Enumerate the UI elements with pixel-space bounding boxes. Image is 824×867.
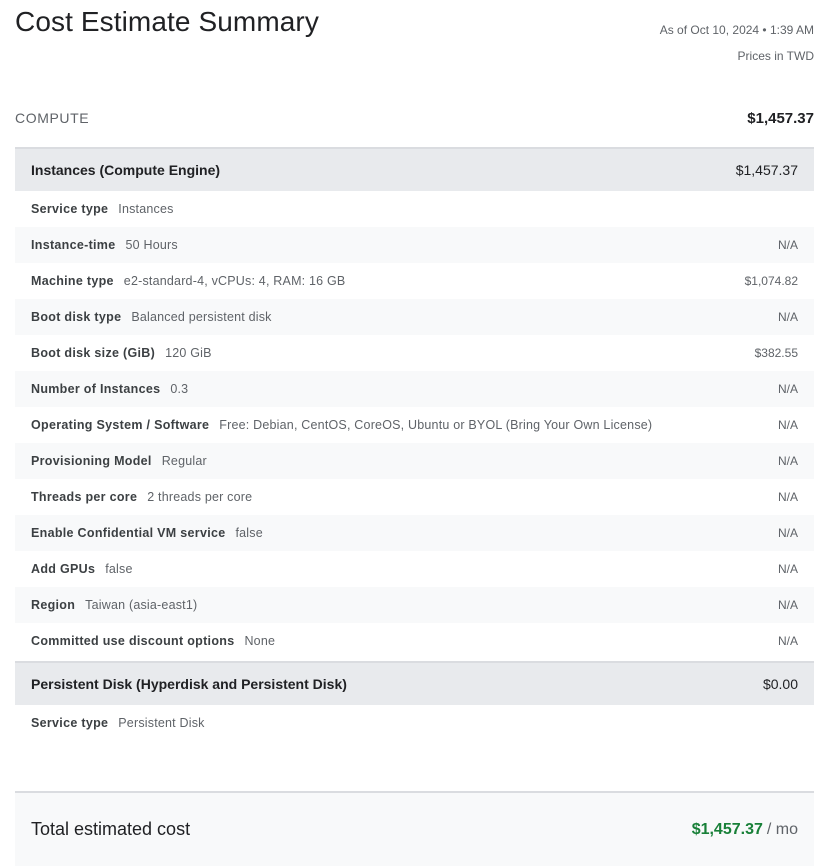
detail-row	[15, 191, 814, 227]
detail-row-text	[31, 490, 252, 504]
detail-value: Balanced persistent disk	[131, 310, 272, 324]
group-name: Instances (Compute Engine)	[31, 162, 221, 178]
detail-row-text	[31, 716, 205, 730]
detail-row	[15, 587, 814, 623]
total-estimated-cost	[15, 791, 814, 866]
detail-price: N/A	[777, 562, 798, 576]
detail-row-text	[31, 346, 212, 360]
detail-label: Threads per core	[31, 490, 138, 504]
detail-row-text	[31, 274, 345, 288]
detail-row	[15, 371, 814, 407]
total-label: Total estimated cost	[31, 819, 191, 839]
detail-row	[15, 263, 814, 299]
as-of-timestamp: As of Oct 10, 2024 • 1:39 AM	[659, 23, 814, 37]
detail-row	[15, 705, 814, 741]
detail-label: Service type	[31, 716, 109, 730]
detail-row-text	[31, 634, 275, 648]
detail-value: Instances	[118, 202, 174, 216]
detail-label: Provisioning Model	[31, 454, 152, 468]
total-value	[692, 821, 798, 839]
section-price: $1,457.37	[747, 109, 814, 127]
detail-row	[15, 407, 814, 443]
detail-value: false	[235, 526, 263, 540]
total-amount: $1,457.37	[691, 820, 763, 838]
detail-label: Operating System / Software	[31, 418, 210, 432]
detail-row-text	[31, 526, 263, 540]
detail-row-text	[31, 418, 652, 432]
detail-row-text	[31, 598, 197, 612]
persistent-disk-detail-list	[15, 705, 814, 741]
detail-price: N/A	[777, 634, 798, 648]
detail-row	[15, 479, 814, 515]
total-unit: / mo	[766, 820, 798, 838]
instances-detail-list	[15, 191, 814, 659]
section-title: COMPUTE	[15, 110, 90, 126]
detail-price: N/A	[777, 454, 798, 468]
detail-row	[15, 335, 814, 371]
detail-label: Add GPUs	[31, 562, 96, 576]
detail-price: N/A	[777, 310, 798, 324]
detail-price: N/A	[777, 490, 798, 504]
detail-label: Region	[31, 598, 76, 612]
group-price: $0.00	[762, 676, 798, 692]
detail-price: $1,074.82	[744, 274, 798, 288]
detail-row-text	[31, 454, 207, 468]
group-name: Persistent Disk (Hyperdisk and Persistent Disk)	[31, 676, 347, 692]
detail-value: Persistent Disk	[118, 716, 205, 730]
detail-row	[15, 227, 814, 263]
detail-price: N/A	[777, 418, 798, 432]
detail-value: Free: Debian, CentOS, CoreOS, Ubuntu or BYOL (Bring Your Own License)	[219, 418, 653, 432]
detail-value: 0.3	[170, 382, 189, 396]
detail-label: Service type	[31, 202, 109, 216]
instances-group-header	[15, 147, 814, 191]
detail-label: Boot disk size (GiB)	[31, 346, 156, 360]
detail-row	[15, 551, 814, 587]
detail-row	[15, 299, 814, 335]
detail-row	[15, 623, 814, 659]
detail-value: None	[244, 634, 276, 648]
instances-group	[15, 147, 814, 659]
detail-value: Taiwan (asia-east1)	[85, 598, 198, 612]
persistent-disk-group	[15, 661, 814, 741]
detail-price: N/A	[777, 238, 798, 252]
detail-value: 120 GiB	[165, 346, 212, 360]
detail-label: Number of Instances	[31, 382, 161, 396]
detail-price: N/A	[777, 382, 798, 396]
detail-label: Committed use discount options	[31, 634, 235, 648]
estimate-meta	[660, 22, 814, 74]
detail-value: 2 threads per core	[147, 490, 253, 504]
detail-label: Machine type	[31, 274, 114, 288]
detail-value: 50 Hours	[125, 238, 178, 252]
detail-value: Regular	[161, 454, 207, 468]
currency-note: Prices in TWD	[737, 49, 814, 63]
detail-row-text	[31, 562, 133, 576]
detail-label: Instance-time	[31, 238, 116, 252]
compute-section-header	[15, 100, 814, 136]
group-price: $1,457.37	[735, 162, 798, 178]
detail-value: e2-standard-4, vCPUs: 4, RAM: 16 GB	[123, 274, 346, 288]
detail-label: Boot disk type	[31, 310, 122, 324]
detail-price: $382.55	[754, 346, 798, 360]
persistent-disk-group-header	[15, 661, 814, 705]
detail-row	[15, 515, 814, 551]
detail-label: Enable Confidential VM service	[31, 526, 226, 540]
detail-row-text	[31, 238, 178, 252]
detail-price: N/A	[777, 526, 798, 540]
page-title: Cost Estimate Summary	[15, 6, 319, 37]
detail-price: N/A	[777, 598, 798, 612]
detail-row-text	[31, 382, 188, 396]
detail-row-text	[31, 202, 174, 216]
detail-row	[15, 443, 814, 479]
detail-value: false	[105, 562, 133, 576]
detail-row-text	[31, 310, 272, 324]
